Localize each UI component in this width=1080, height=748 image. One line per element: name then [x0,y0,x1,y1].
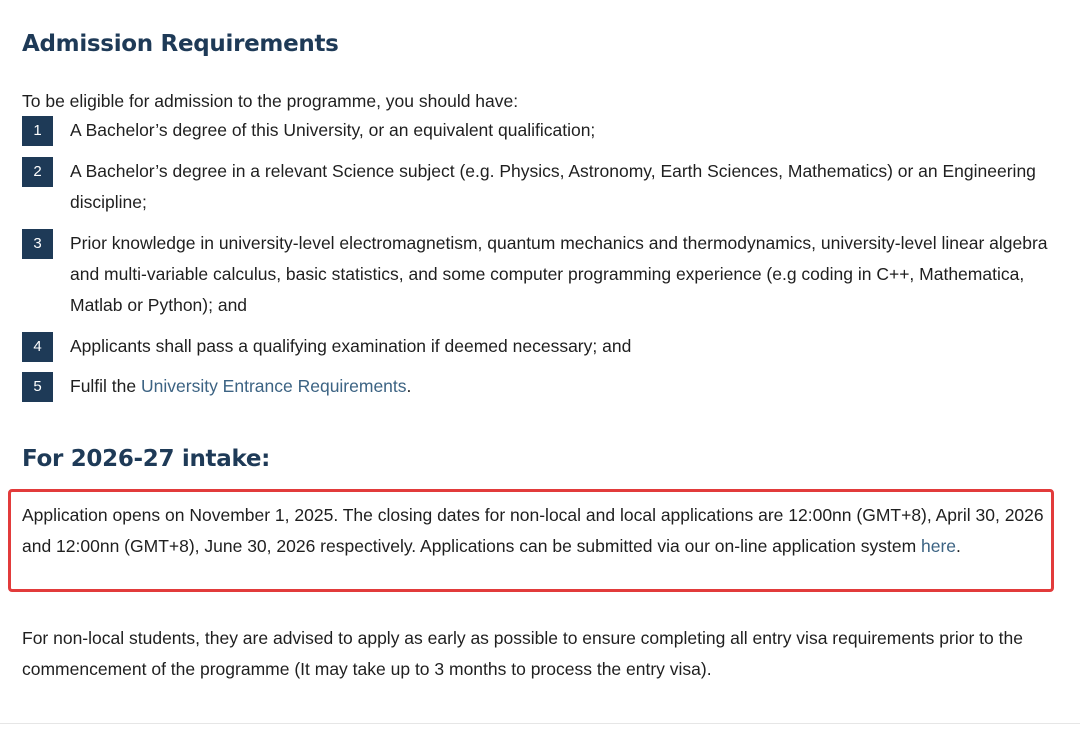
application-system-link[interactable]: here [921,536,957,556]
item-number: 2 [22,157,53,187]
item-text: A Bachelor’s degree in a relevant Science subject (e.g. Physics, Astronomy, Earth Sciences, Mathematics) or an Engineering discipline; [70,161,1036,212]
list-item [22,157,1062,218]
list-item [22,116,1062,146]
intake-heading: For 2026-27 intake: [22,446,271,472]
item-text: A Bachelor’s degree of this University, or an equivalent qualification; [70,120,596,140]
application-notice [22,500,1062,562]
admission-heading: Admission Requirements [22,31,339,57]
notice-end: . [956,536,961,556]
item-text [70,371,1060,402]
list-item [22,372,1062,402]
list-item [22,229,1062,321]
item-number: 5 [22,372,53,402]
divider [0,723,1080,724]
item-text-before: Fulfil the [70,376,141,396]
non-local-advice: For non-local students, they are advised to apply as early as possible to ensure completing all entry visa requirements prior to the commencement of the programme (It may take up to 3 months to process the entry visa). [22,628,1023,679]
item-text-after: . [406,376,412,396]
item-number: 4 [22,332,53,362]
notice-text: Application opens on November 1, 2025. The closing dates for non-local and local applications are 12:00nn (GMT+8), April 30, 2026 and 12:00nn (GMT+8), June 30, 2026 respectively. Applications can be submitted via our on-line application system [22,505,1044,556]
item-text: Prior knowledge in university-level electromagnetism, quantum mechanics and thermodynamics, university-level linear algebra and multi-variable calculus, basic statistics, and some computer programming experience (e.g coding in C++, Mathematica, Matlab or Python); and [70,233,1048,315]
list-item [22,332,1062,362]
item-text: Applicants shall pass a qualifying examination if deemed necessary; and [70,336,632,356]
item-number: 3 [22,229,53,259]
admission-intro: To be eligible for admission to the programme, you should have: [22,91,519,111]
item-number: 1 [22,116,53,146]
university-entrance-requirements-link[interactable]: University Entrance Requirements [141,376,407,396]
